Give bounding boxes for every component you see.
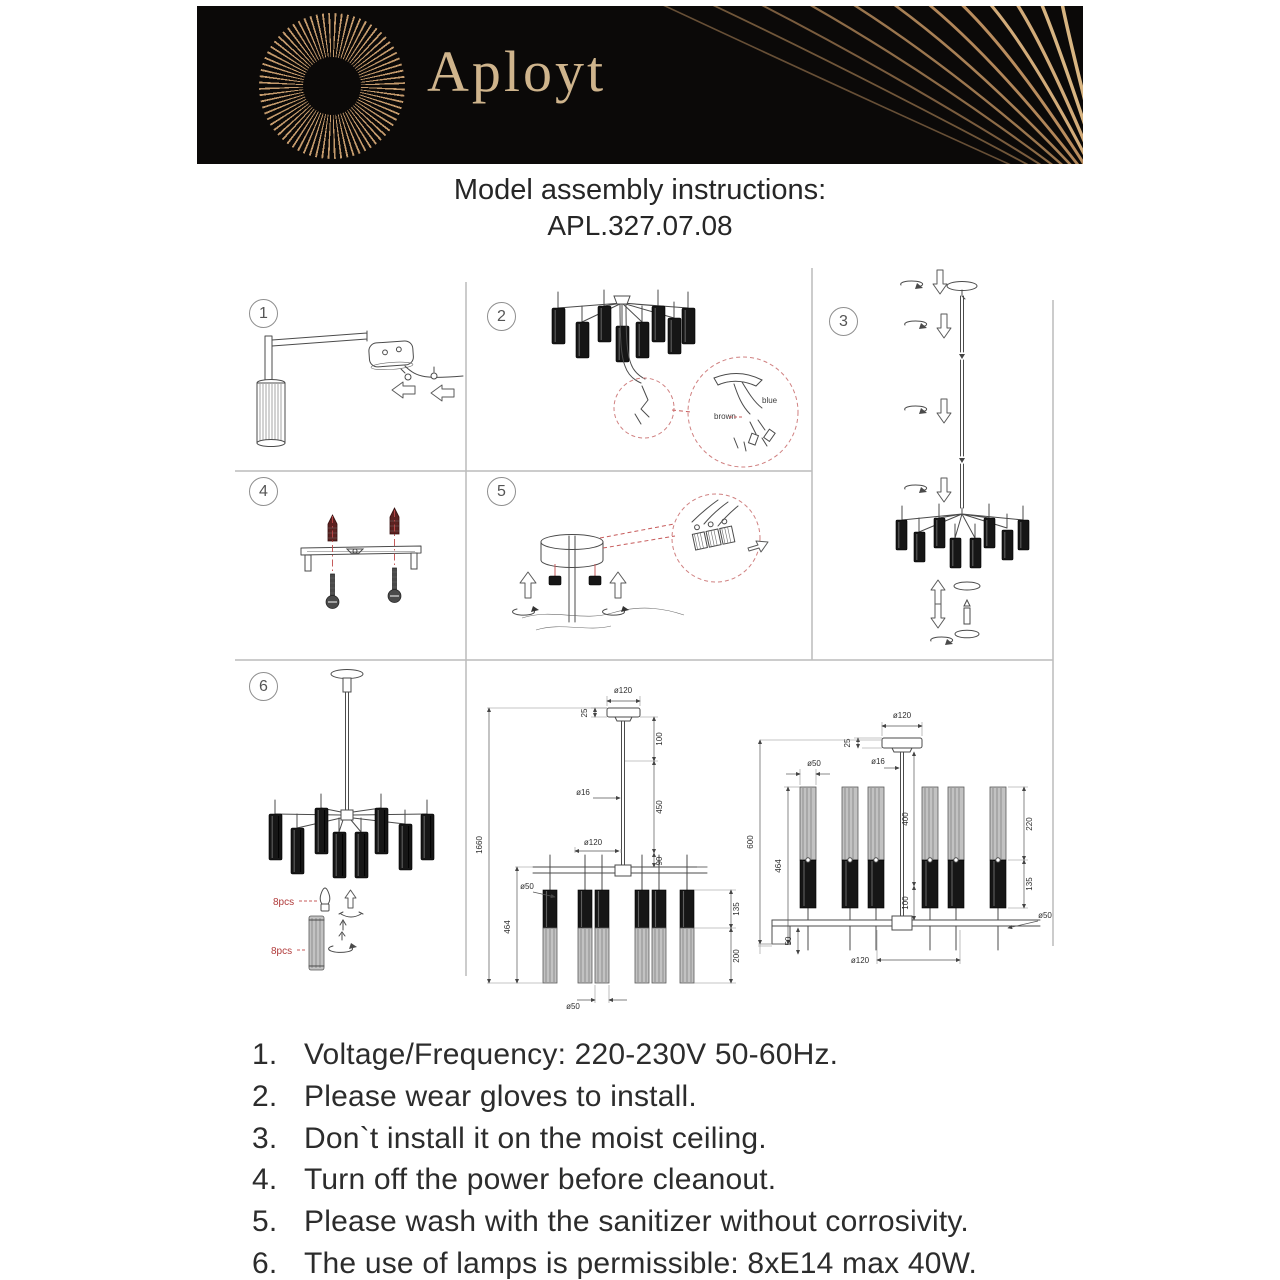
down-arrow-icon [937,478,951,502]
dim-rod-len: 400 [901,812,910,826]
step-2-badge: 2 [487,302,516,331]
dim-canopy-h: 25 [843,738,852,748]
step4-mounting-bar-drawing [235,472,466,660]
brand-name: Aployt [427,39,607,104]
instruction-text: Don`t install it on the moist ceiling. [304,1121,767,1155]
screw-icon [326,574,339,609]
dim-body-h: 464 [774,859,783,873]
instruction-item [252,1243,1082,1280]
candle-bulb-icon [320,888,330,911]
dim-shade-dia: ø50 [807,759,821,768]
down-arrow-icon [937,314,951,338]
instruction-item [252,1076,1082,1118]
nut-icon [549,576,561,585]
up-arrow-icon [931,604,945,628]
sunburst-logo-icon [259,13,405,159]
instruction-number: 2. [252,1079,278,1113]
instruction-number: 4. [252,1163,278,1197]
step1-arm-assembly-drawing [235,262,466,470]
terminal-block-icon [691,518,735,550]
instruction-number: 3. [252,1121,278,1155]
instruction-text: Turn off the power before cleanout. [304,1163,777,1197]
instruction-text: The use of lamps is permissible: 8xE14 max 40W. [304,1246,978,1280]
dim-stem-dia: ø50 [1038,911,1052,920]
up-arrow-icon [345,890,356,908]
dim-total-h: 600 [746,835,755,849]
dim-hub-dia: ø120 [850,956,870,965]
dim-canopy-dia: ø120 [892,711,912,720]
step-1-badge: 1 [249,299,278,328]
dim-canopy-dia: ø120 [613,686,633,695]
dim-total-h: 1660 [475,836,484,854]
brand-header [197,6,1083,164]
nut-icon [589,576,601,585]
glass-shade-icon [309,916,324,970]
dim-shade-dia: ø50 [520,882,534,891]
step2-wiring-drawing [466,262,812,470]
dim-shade-top: 135 [732,902,741,916]
page-title: Model assembly instructions: [453,174,827,206]
rotate-icon [603,606,629,615]
down-arrow-icon [933,270,947,294]
dim-offset: 50 [784,936,793,946]
instruction-text: Voltage/Frequency: 220-230V 50-60Hz. [304,1038,839,1071]
instruction-list [252,1034,1082,1280]
dim-seg-top: 100 [655,732,664,746]
up-arrow-icon [931,580,945,604]
screw-icon [388,568,401,603]
down-arrow-icon [937,399,951,423]
dim-shade-bottom: 200 [732,949,741,963]
step5-canopy-terminal-drawing [466,472,812,660]
dim-shade-dia-bottom: ø50 [566,1002,580,1011]
dim-rod-len: 450 [655,800,664,814]
up-arrow-icon [610,572,626,598]
corner-rays-icon [663,6,1083,164]
rotate-icon [901,281,923,289]
instruction-item [252,1201,1082,1243]
step3-rod-stack-drawing [812,262,1055,660]
rotate-icon [931,637,953,645]
instruction-number: 6. [252,1246,278,1280]
up-arrow-icon [340,920,346,930]
dim-shade-bottom: 135 [1025,877,1034,891]
instruction-item [252,1159,1082,1201]
wire-brown-label: brown [714,412,736,421]
dimension-drawing-up [742,688,1062,998]
dim-shade-top: 220 [1025,817,1034,831]
step-5-badge: 5 [487,477,516,506]
step-3-badge: 3 [829,307,858,336]
dim-hub-dia: ø120 [583,838,603,847]
model-number: APL.327.07.08 [547,210,733,241]
step-6-badge: 6 [249,672,278,701]
dim-seg: 100 [901,896,910,910]
up-arrow-icon [520,572,536,598]
instruction-item [252,1118,1082,1160]
push-left-arrow-icon [431,385,454,401]
dim-rod-dia: ø16 [871,757,885,766]
dimension-drawing-front [455,675,760,1025]
rotate-icon [905,485,927,493]
instruction-item [252,1034,1082,1076]
insert-arrow-icon [748,541,768,552]
dim-hub-h: 90 [655,856,664,866]
dim-rod-dia: ø16 [576,788,590,797]
instruction-text: Please wash with the sanitizer without corrosivity. [304,1205,969,1239]
instruction-text: Please wear gloves to install. [304,1079,697,1113]
wire-blue-label: blue [762,396,778,405]
instruction-number: 1. [252,1038,278,1071]
rotate-icon [513,606,539,615]
push-left-arrow-icon [392,382,415,398]
dim-canopy-h: 25 [580,708,589,718]
rotate-icon [905,321,927,329]
dim-body-h: 464 [503,920,512,934]
step6-complete-fixture-drawing [235,662,466,1030]
bulbs-qty-label: 8pcs [273,897,295,908]
instruction-number: 5. [252,1205,278,1239]
step-4-badge: 4 [249,477,278,506]
rotate-icon [329,932,357,952]
shades-qty-label: 8pcs [271,946,293,957]
rotate-icon [905,406,927,414]
